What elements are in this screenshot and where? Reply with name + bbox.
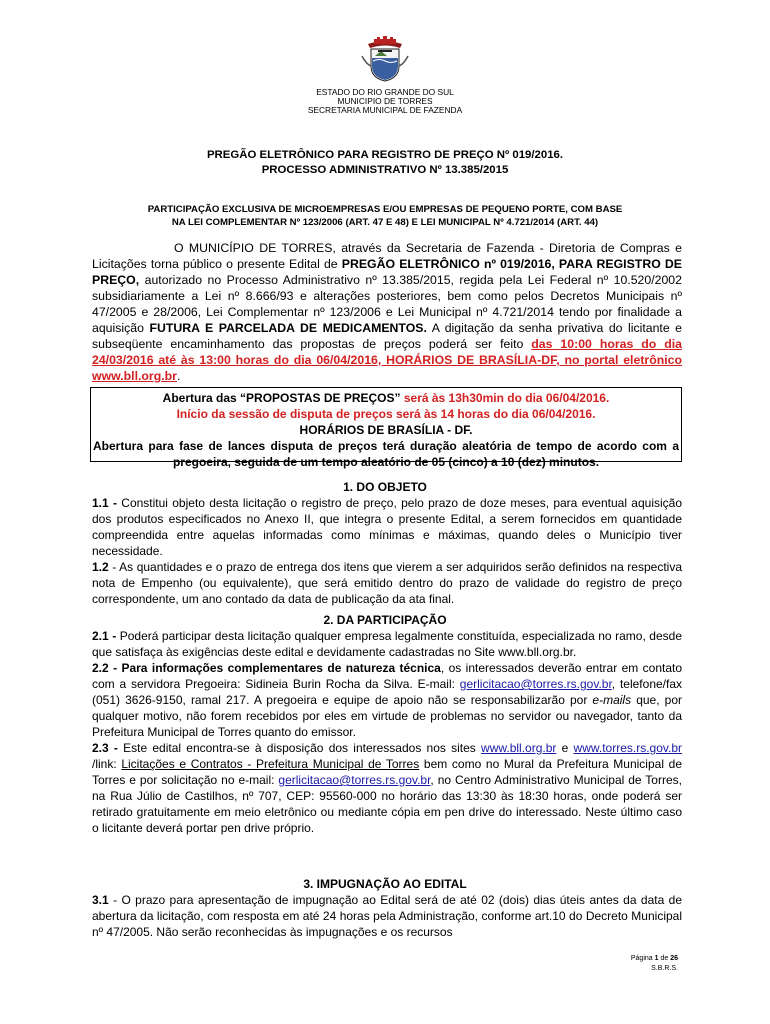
bidding-phase-line: Abertura para fase de lances disputa de preços terá duração aleatória de tempo de acordo com a pregoeira, seguida de um tempo aleatório de 05 (cinco) a 10 (dez) minutos. [93, 439, 679, 469]
submission-deadline: das 10:00 horas do dia 24/03/2016 até às 13:00 horas do dia 06/04/2016, HORÁRIOS DE BRASÍLIA-DF, no portal eletrônico www.bll.org.br [92, 337, 682, 383]
intro-paragraph: O MUNICÍPIO DE TORRES, através da Secretaria de Fazenda - Diretoria de Compras e Licitações torna público o presente Edital de PREGÃO ELETRÔNICO nº 019/2016, PARA REGISTRO DE PREÇO, autorizado no Processo Administrativo nº 13.385/2015, regida pela Lei Federal nº 10.520/2002 subsidiariamente a Lei nº 8.666/93 e alterações posteriores, bem como pelos Decretos Municipais nº 47/2005 e 28/2006, Lei Complementar nº 123/2006 e Lei Municipal nº 4.721/2014 tendo por finalidade a aquisição FUTURA E PARCELADA DE MEDICAMENTOS. A digitação da senha privativa do licitante e subseqüente encaminhamento das propostas de preços poderá ser feito das 10:00 horas do dia 24/03/2016 até às 13:00 horas do dia 06/04/2016, HORÁRIOS DE BRASÍLIA-DF, no portal eletrônico www.bll.org.br. [92, 241, 683, 383]
participation-note-line1: PARTICIPAÇÃO EXCLUSIVA DE MICROEMPRESAS E/OU EMPRESAS DE PEQUENO PORTE, COM BASE [147, 204, 623, 215]
section-2-body: 2.1 - Poderá participar desta licitação qualquer empresa legalmente constituída, especializada no ramo, desde que satisfaça às exigências deste edital e devidamente cadastradas no Site www.bll.org.br. 2.2 - Para informações complementares de natureza técnica, os interessados deverão entrar em contato com a servidora Pregoeira: Sidineia Burin Rocha da Silva. E-mail: gerlicitacao@torres.rs.gov.br, telefone/fax (051) 3626-9150, ramal 217. A pregoeira e equipe de apoio não se responsabilizarão por e-mails que, por qualquer motivo, não forem recebidos por eles em virtude de problemas no servidor ou navegador, tanto da Prefeitura Municipal de Torres quanto do emissor. 2.3 - Este edital encontra-se à disposição dos interessados nos sites www.bll.org.br e www.torres.rs.gov.br /link: Licitações e Contratos - Prefeitura Municipal de Torres bem como no Mural da Prefeitura Municipal de Torres e por solicitação no e-mail: gerlicitacao@torres.rs.gov.br, no Centro Administrativo Municipal de Torres, na Rua Júlio de Castilhos, nº 707, CEP: 95560-000 no horário das 13:30 às 18:30 horas, onde poderá ser retirado gratuitamente em meio eletrônico ou mediante cópia em pen drive do interessado. Neste último caso o licitante deverá portar pen drive próprio. [92, 629, 683, 835]
section-3-heading: 3. IMPUGNAÇÃO AO EDITAL [303, 877, 467, 891]
bll-site-link[interactable]: www.bll.org.br [481, 741, 557, 755]
header-state: ESTADO DO RIO GRANDE DO SUL [316, 87, 454, 97]
header-municipality: MUNICIPIO DE TORRES [337, 96, 433, 106]
author-code: S.B.R.S. [651, 965, 678, 972]
torres-site-link[interactable]: www.torres.rs.gov.br [573, 741, 682, 755]
process-number: PROCESSO ADMINISTRATIVO Nº 13.385/2015 [261, 164, 509, 176]
document-title: PREGÃO ELETRÔNICO PARA REGISTRO DE PREÇO Nº 019/2016. [206, 149, 564, 161]
timezone-line: HORÁRIOS DE BRASÍLIA - DF. [299, 423, 473, 437]
opening-proposals-line: Abertura das “PROPOSTAS DE PREÇOS” será às 13h30min do dia 06/04/2016. [162, 391, 610, 405]
licitacoes-link[interactable]: Licitações e Contratos - Prefeitura Municipal de Torres [121, 757, 420, 771]
header-secretariat: SECRETARIA MUNICIPAL DE FAZENDA [307, 105, 463, 115]
email-link[interactable]: gerlicitacao@torres.rs.gov.br [459, 677, 612, 691]
page-number: Página 1 de 26 [630, 955, 678, 962]
session-start-line: Início da sessão de disputa de preços será às 14 horas do dia 06/04/2016. [176, 407, 596, 421]
section-1-body: 1.1 - Constitui objeto desta licitação o registro de preço, pelo prazo de doze meses, para eventual aquisição dos produtos especificados no Anexo II, que integra o presente Edital, a serem fornecidos em quantidade compreendida entre aquelas informadas como mínimas e máximas, quando deles o Município tiver necessidade. 1.2 - As quantidades e o prazo de entrega dos itens que vierem a ser adquiridos serão definidos na respectiva nota de Empenho (ou equivalente), que será emitido dentro do prazo de validade do registro de preço correspondente, um ano contado da data de publicação da ata final. [92, 496, 682, 606]
opening-schedule-box [90, 387, 682, 469]
participation-note-line2: NA LEI COMPLEMENTAR Nº 123/2006 (ART. 47 E 48) E LEI MUNICIPAL Nº 4.721/2014 (ART. 44) [171, 217, 599, 228]
section-2-heading: 2. DA PARTICIPAÇÃO [323, 613, 447, 627]
section-3-body: 3.1 - O prazo para apresentação de impugnação ao Edital será de até 02 (dois) dias úteis antes da data de abertura da licitação, com resposta em até 24 horas pela Administração, conforme art.10 do Decreto Municipal nº 47/2005. Não serão reconhecidas às impugnações e os recursos [92, 893, 682, 939]
coat-of-arms-icon [360, 36, 410, 82]
section-1-heading: 1. DO OBJETO [343, 480, 427, 494]
email-link-2[interactable]: gerlicitacao@torres.rs.gov.br [278, 773, 431, 787]
